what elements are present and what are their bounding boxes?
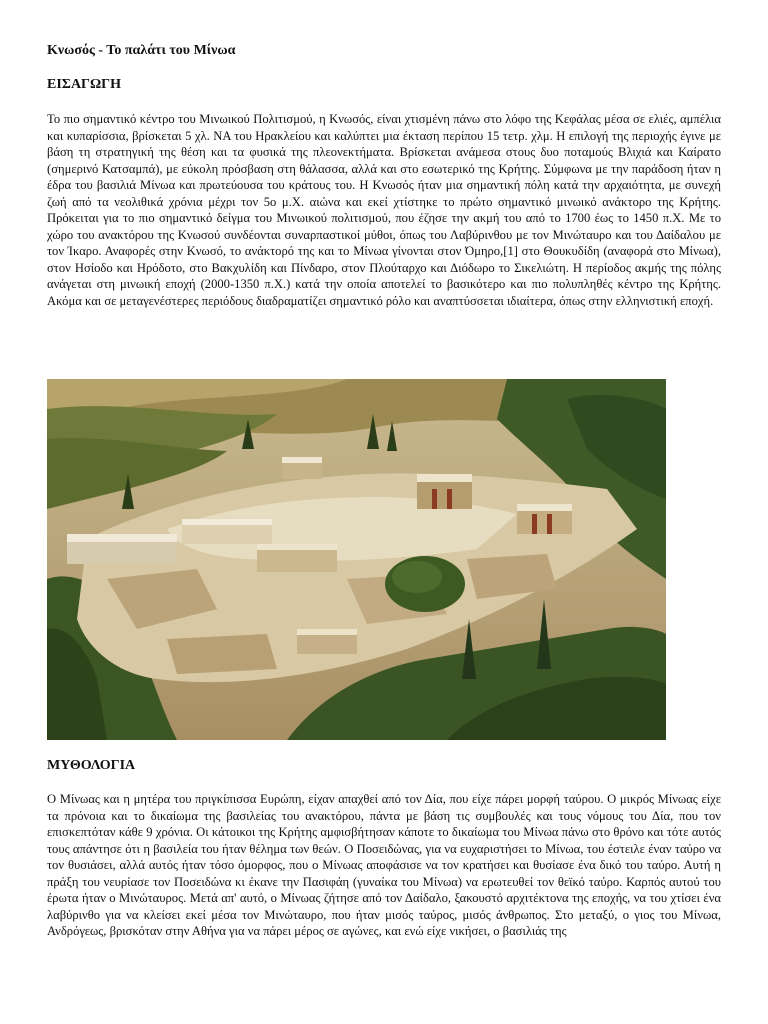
introduction-paragraph: Το πιο σημαντικό κέντρο του Μινωικού Πολιτισμού, η Κνωσός, είναι χτισμένη πάνω στο λόφο της Κεφάλας μέσα σε ελιές, αμπέλια και κυπαρίσσια, βρίσκεται 5 χλ. ΝΑ του Ηρακλείου και καλύπτει μια έκταση περίπου 15 τετρ. χλμ. Η επιλογή της περιοχής έγινε με βάση τη στρατηγική της θέση και τα φυσικά της πλεονεκτήματα. Βρίσκεται ανάμεσα στους δυο ποταμούς Βλιχιά και Καίρατο (σημερινό Κατσαμπά), με εύκολη πρόσβαση στη θάλασσα, αλλά και στο εσωτερικό της Κρήτης. Σύμφωνα με την παράδοση ήταν η έδρα του βασιλιά Μίνωα και πρωτεύουσα του κράτους του. Η Κνωσός ήταν μια σημαντική πόλη κατά την αρχαιότητα, με συνεχή ζωή από τα νεολιθικά χρόνια μέχρι τον 5ο μ.Χ. αιώνα και εκεί χτίστηκε το πρώτο σημαντικό μινωικό ανάκτορο της Κρήτης. Πρόκειται για το πιο σημαντικό δείγμα του Μινωικού πολιτισμού, που έζησε την ακμή του από το 1700 έως το 1450 π.Χ. Με το χώρο του ανακτόρου της Κνωσού συνδέονται συναρπαστικοί μύθοι, όπως του Λαβύρινθου με τον Μινώταυρο και του Δαίδαλου με τον Ίκαρο. Αναφορές στην Κνωσό, το ανάκτορό της και το Μίνωα γίνονται στον Όμηρο,[1] στο Θουκυδίδη (αναφορά στο Μίνωα), στον Ησίοδο και Ηρόδοτο, στο Βακχυλίδη και Πίνδαρο, στον Πλούταρχο και Διόδωρο το Σικελιώτη. Η περίοδος ακμής της πόλης ανάγεται στη μινωική εποχή (2000-1350 π.Χ.) κατά την οποία αποτελεί το βασικότερο και πιο πολυπληθές κέντρο της Κρήτης. Ακόμα και σε μεταγενέστερες περιόδους διαδραματίζει σημαντικό ρόλο και αναπτύσσεται ιδιαίτερα, όπως στην ελληνιστική εποχή. [47,112,721,308]
section-heading-mythology: ΜΥΘΟΛΟΓΙΑ [47,758,136,773]
knossos-palace-photo [47,379,666,740]
mythology-paragraph: Ο Μίνωας και η μητέρα του πριγκίπισσα Ευρώπη, είχαν απαχθεί από τον Δία, που είχε πάρει μορφή ταύρου. Ο μικρός Μίνωας είχε τα πρόνοια και το δικαίωμα της βασιλείας του ανακτόρου, πάντα με βάση τις συμβουλές και τους νόμους του Δία, που τον επισκεπτόταν κάθε 9 χρόνια. Οι κάτοικοι της Κρήτης αμφισβήτησαν κάποτε το δικαίωμα του Μίνωα πάνω στο θρόνο και τότε αυτός τους απάντησε ότι η βασιλεία του ήταν θέλημα των θεών. Ο Ποσειδώνας, για να ευχαριστήσει το Μίνωα, του έστειλε έναν ταύρο να τον θυσιάσει, αλλά αυτός ήταν τόσο όμορφος, που ο Μίνωας αποφάσισε να τον κρατήσει και θυσίασε ένα δικό του ταύρο. Αυτή η πράξη του νευρίασε τον Ποσειδώνα κι έκανε την Πασιφάη (γυναίκα του Μίνωα) να ερωτευθεί τον θεϊκό ταύρο. Καρπός αυτού του έρωτα ήταν ο Μινώταυρος. Μετά απ' αυτό, ο Μίνωας ζήτησε από τον Δαίδαλο, ξακουστό αρχιτέκτονα της εποχής, να του χτίσει ένα λαβύρινθο για να κλείσει εκεί μέσα τον Μινώταυρο, που ήταν μισός ταύρος, μισός άνθρωπος. Στο μεταξύ, ο γιος του Μίνωα, Ανδρόγεως, βρισκόταν στην Αθήνα για να πάρει μέρος σε αγώνες, και ενώ είχε νικήσει, ο βασιλιάς της [47,792,721,938]
knossos-palace-illustration [47,379,666,740]
section-heading-introduction: ΕΙΣΑΓΩΓΗ [47,77,121,92]
document-title: Κνωσός - Το παλάτι του Μίνωα [47,43,236,58]
